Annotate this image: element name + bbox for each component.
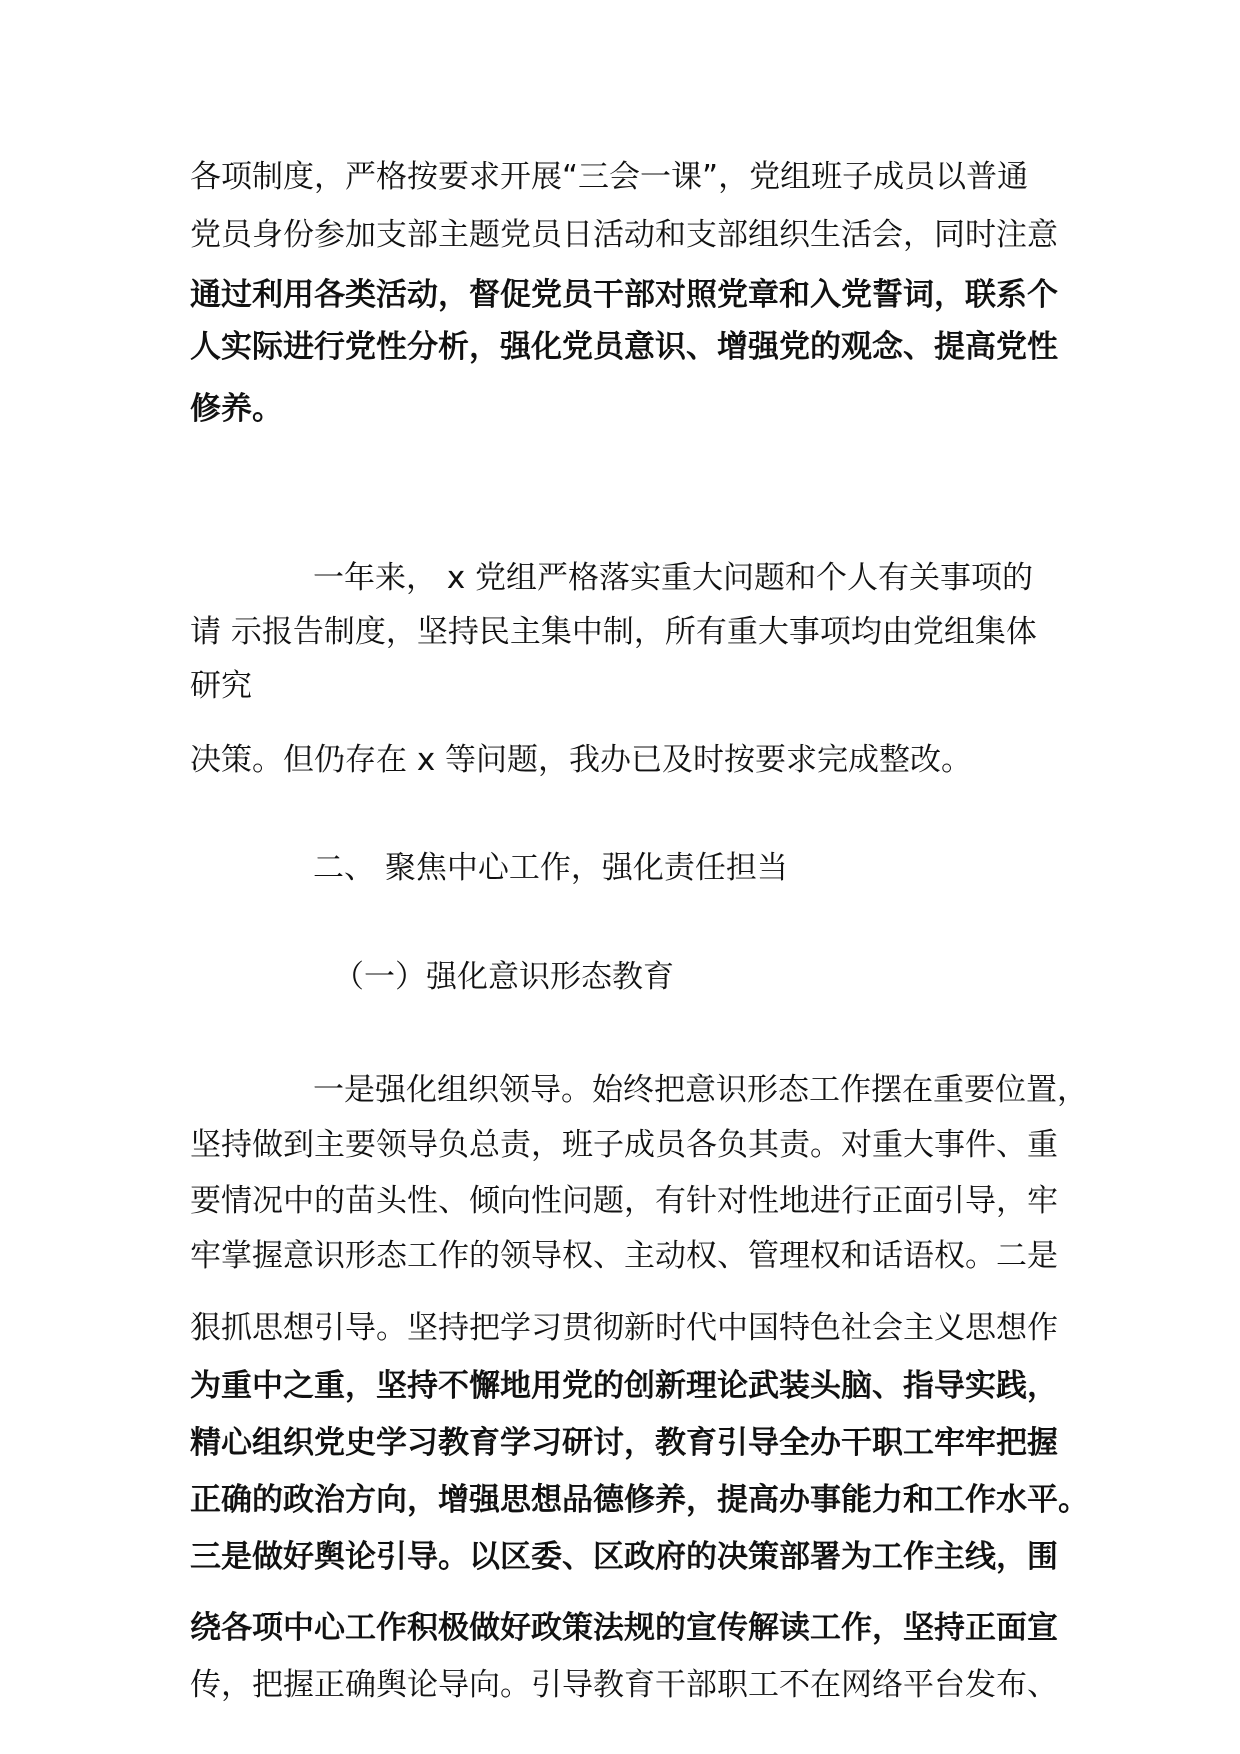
text-line: 人实际进行党性分析，强化党员意识、增强党的观念、提高党性: [190, 329, 1058, 365]
text-line: 狠抓思想引导。坚持把学习贯彻新时代中国特色社会主义思想作: [190, 1310, 1058, 1346]
text-line: 决策。但仍存在 x 等问题，我办已及时按要求完成整改。: [190, 742, 973, 778]
text-line: 绕各项中心工作积极做好政策法规的宣传解读工作，坚持正面宣: [190, 1610, 1058, 1646]
text-line: 为重中之重，坚持不懈地用党的创新理论武装头脑、指导实践，: [190, 1368, 1058, 1404]
text-line: 通过利用各类活动，督促党员干部对照党章和入党誓词，联系个: [190, 277, 1058, 313]
paragraph-first-line: 一是强化组织领导。始终把意识形态工作摆在重要位置，: [313, 1072, 1088, 1108]
text-line: 精心组织党史学习教育学习研讨，教育引导全办干职工牢牢把握: [190, 1425, 1058, 1461]
text-line: 要情况中的苗头性、倾向性问题，有针对性地进行正面引导，牢: [190, 1183, 1058, 1219]
text-line: 传，把握正确舆论导向。引导教育干部职工不在网络平台发布、: [190, 1667, 1058, 1703]
text-line: 党员身份参加支部主题党员日活动和支部组织生活会，同时注意: [190, 217, 1058, 253]
paragraph-first-line: 一年来， x 党组严格落实重大问题和个人有关事项的: [313, 560, 1034, 596]
text-line: 正确的政治方向，增强思想品德修养，提高办事能力和工作水平。: [190, 1482, 1089, 1518]
text-line: 请 示报告制度，坚持民主集中制，所有重大事项均由党组集体: [190, 614, 1037, 650]
text-line: 坚持做到主要领导负总责，班子成员各负其责。对重大事件、重: [190, 1127, 1058, 1163]
section-heading: 二、 聚焦中心工作，强化责任担当: [313, 850, 788, 886]
subsection-heading: （一）强化意识形态教育: [333, 959, 674, 995]
text-line: 三是做好舆论引导。以区委、区政府的决策部署为工作主线，围: [190, 1539, 1058, 1575]
text-line: 各项制度，严格按要求开展“三会一课”，党组班子成员以普通: [190, 159, 1029, 195]
text-line: 牢掌握意识形态工作的领导权、主动权、管理权和话语权。二是: [190, 1238, 1058, 1274]
text-line: 修养。: [190, 391, 283, 427]
text-line: 研究: [190, 668, 252, 704]
